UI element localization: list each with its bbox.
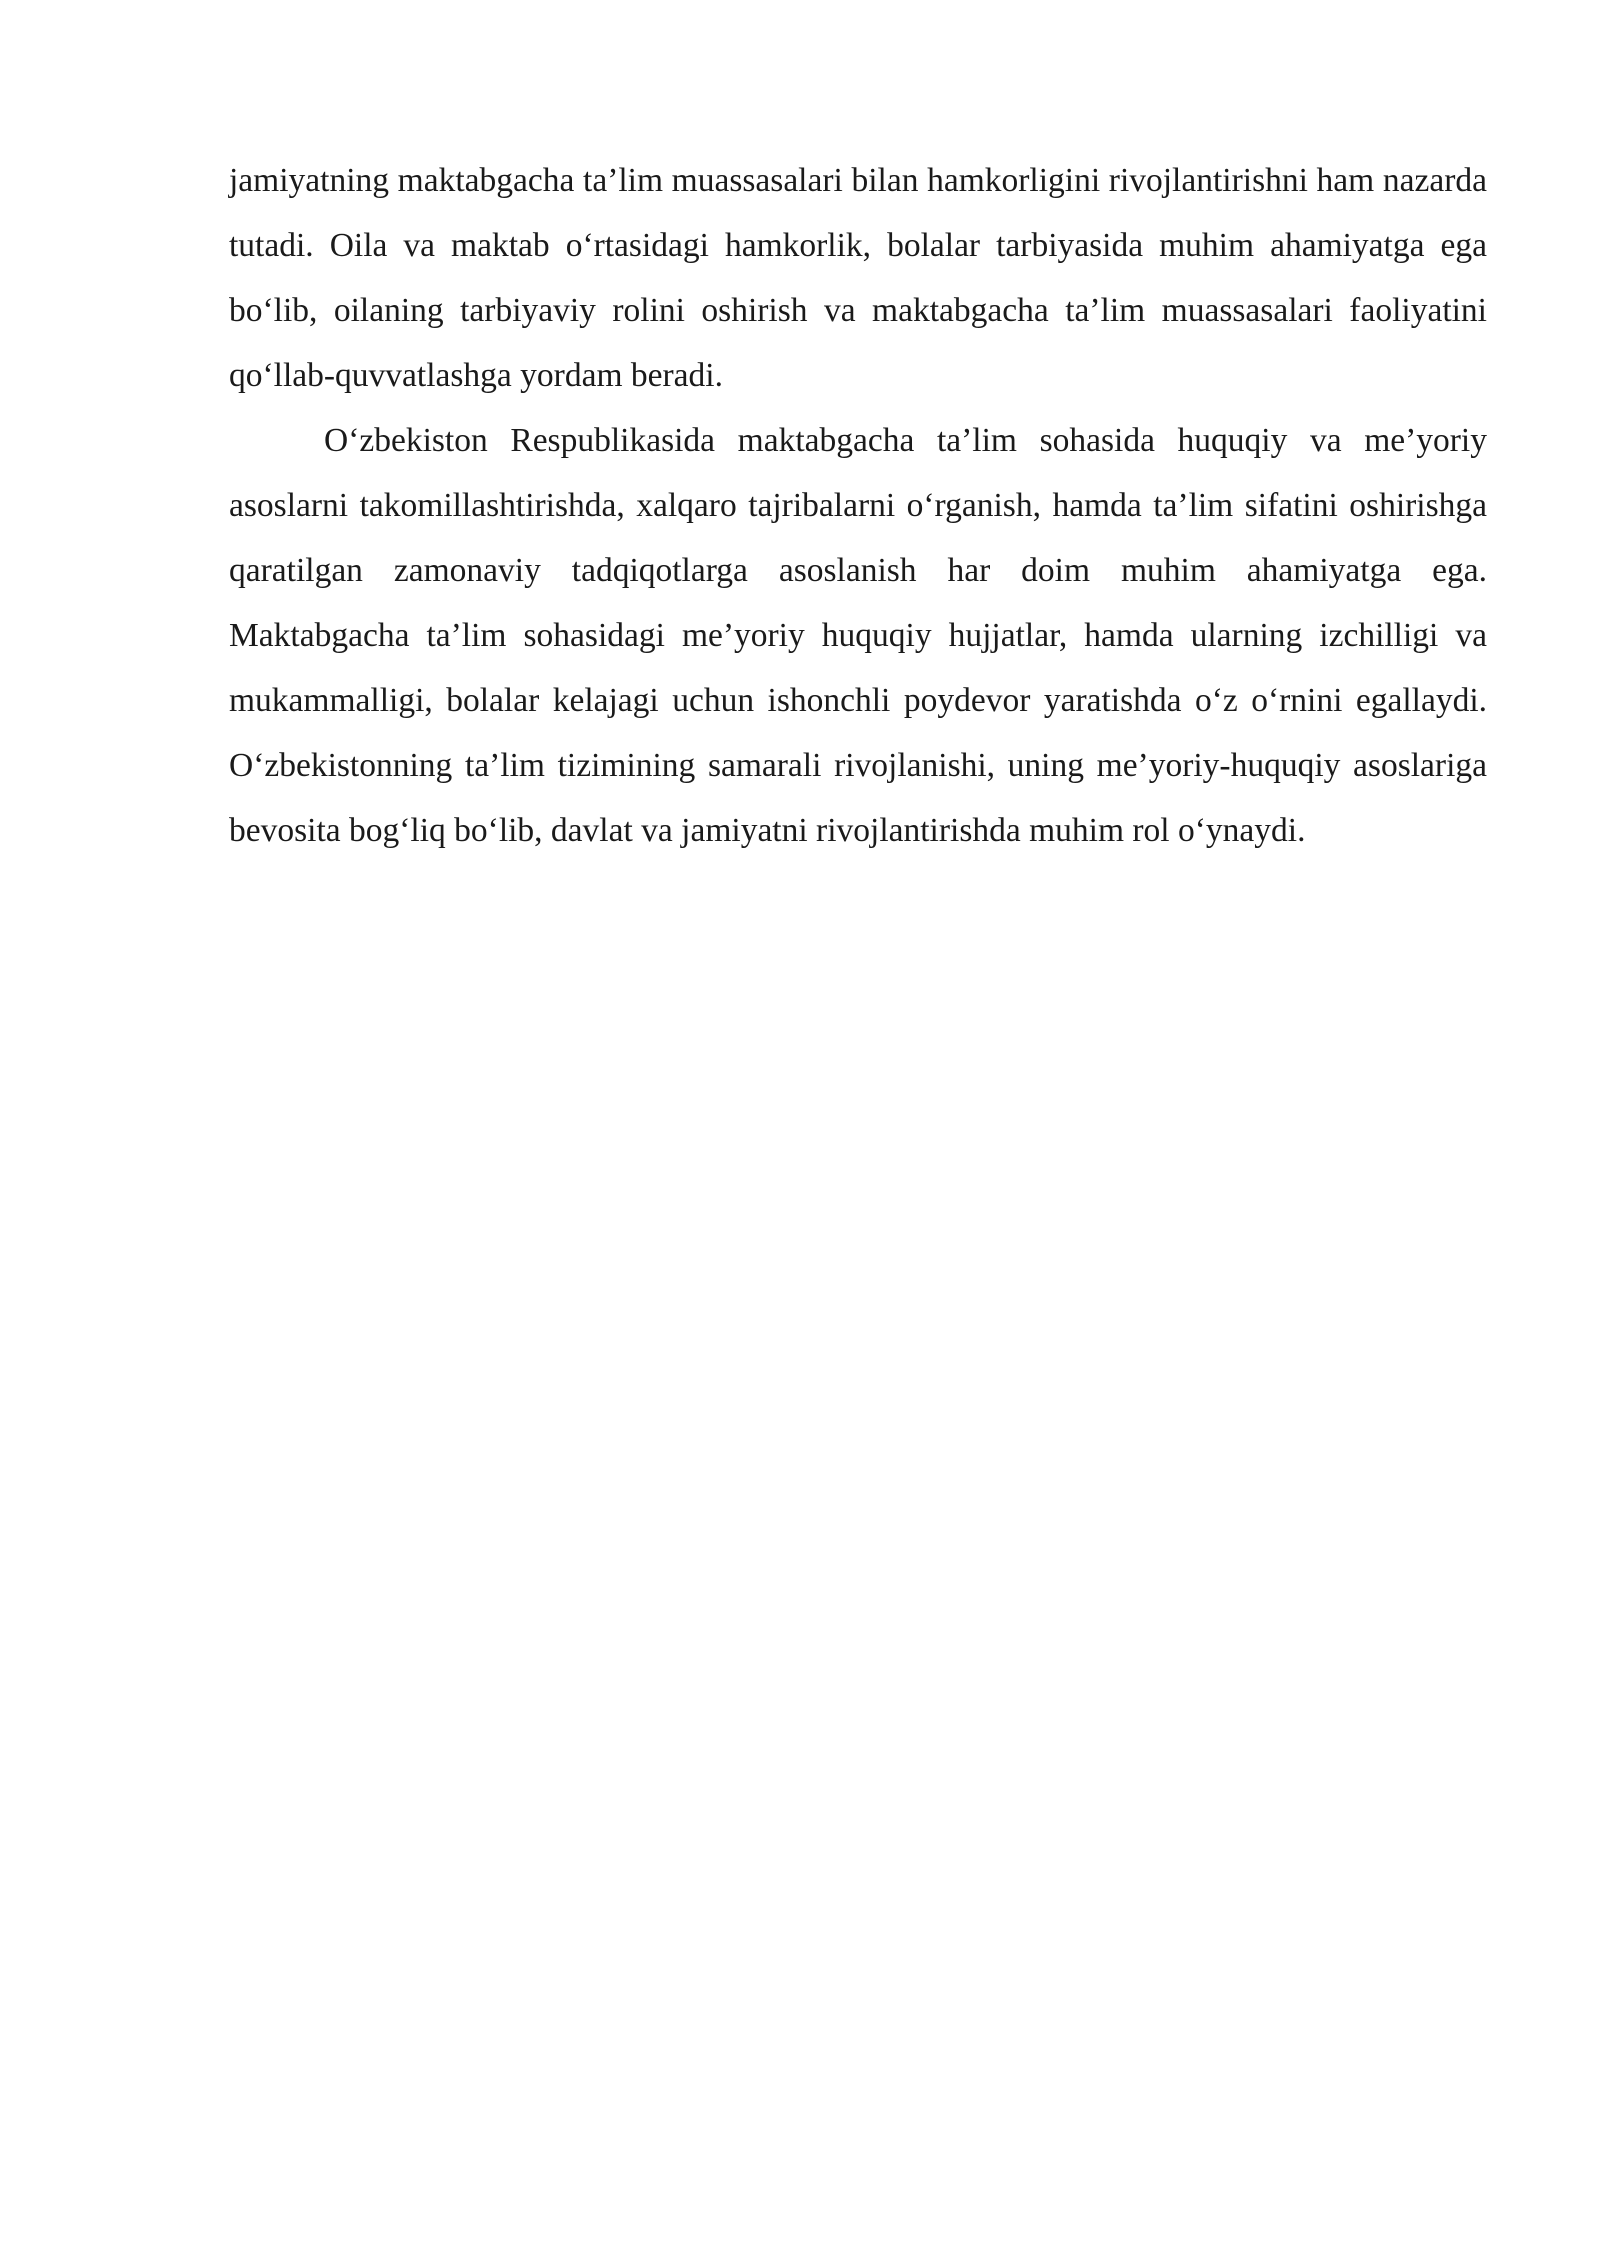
paragraph: O‘zbekiston Respublikasida maktabgacha ta’lim sohasida huquqiy va me’yoriy asoslarni takomillashtirishda, xalqaro tajribalarni o‘rganish, hamda ta’lim sifatini oshirishga qaratilgan zamonaviy tadqiqotlarga asoslanish har doim muhim ahamiyatga ega. Maktabgacha ta’lim sohasidagi me’yoriy huquqiy hujjatlar, hamda ularning izchilligi va mukammalligi, bolalar kelajagi uchun ishonchli poydevor yaratishda o‘z o‘rnini egallaydi. O‘zbekistonning ta’lim tizimining samarali rivojlanishi, uning me’yoriy-huquqiy asoslariga bevosita bog‘liq bo‘lib, davlat va jamiyatni rivojlantirishda muhim rol o‘ynaydi.: [229, 422, 1487, 849]
paragraph-continuation: jamiyatning maktabgacha ta’lim muassasalari bilan hamkorligini rivojlantirishni ham nazarda tutadi. Oila va maktab o‘rtasidagi hamkorlik, bolalar tarbiyasida muhim ahamiyatga ega bo‘lib, oilaning tarbiyaviy rolini oshirish va maktabgacha ta’lim muassasalari faoliyatini qo‘llab-quvvatlashga yordam beradi.: [229, 162, 1487, 394]
body-text: [229, 148, 1487, 863]
